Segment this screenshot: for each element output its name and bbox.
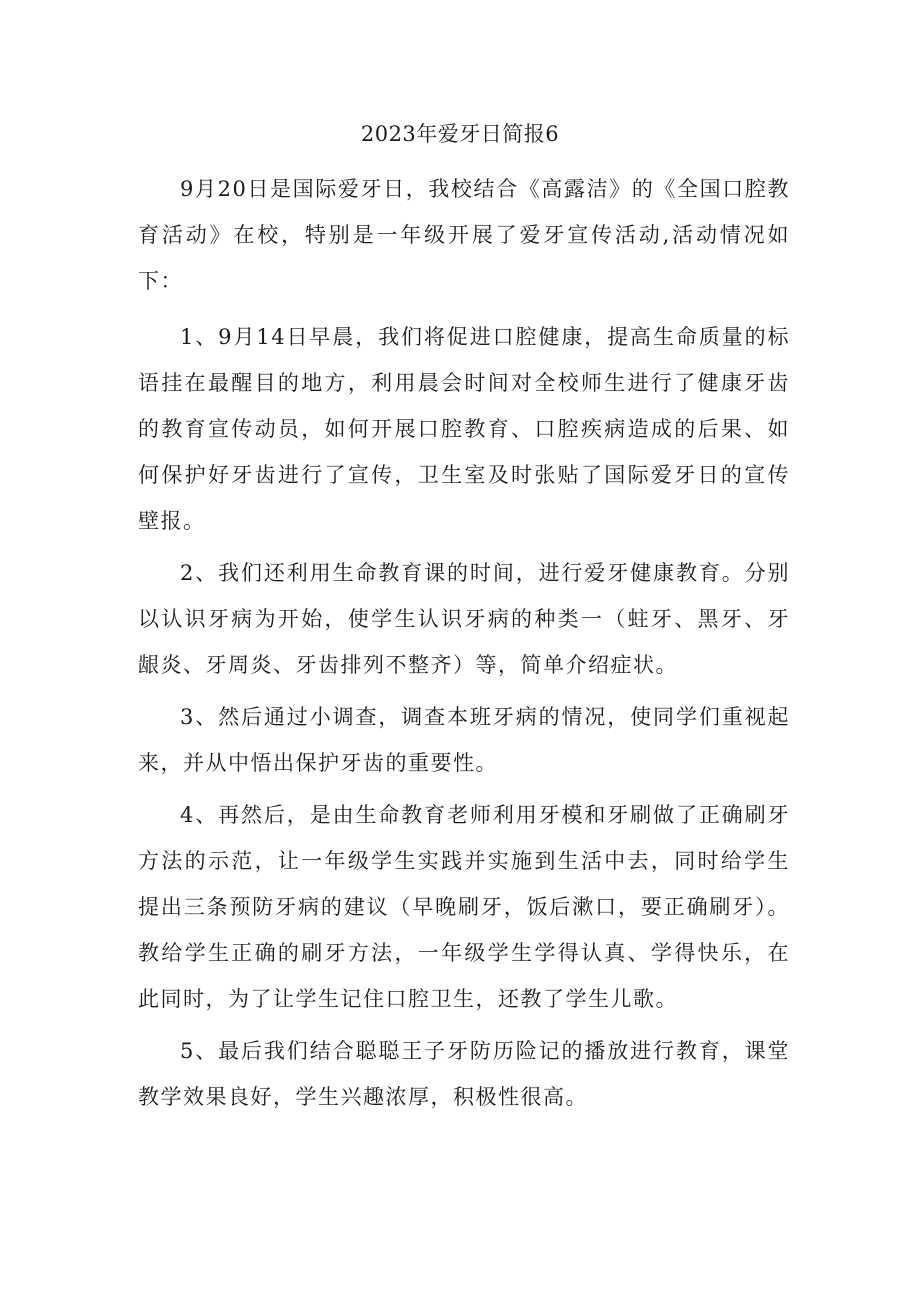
paragraph-item-4: 4、再然后，是由生命教育老师利用牙模和牙刷做了正确刷牙方法的示范，让一年级学生实践并实施到生活中去，同时给学生提出三条预防牙病的建议（早晚刷牙，饭后漱口，要正确刷牙）。教给学生正确的刷牙方法，一年级学生学得认真、学得快乐，在此同时，为了让学生记住口腔卫生，还教了学生儿歌。 bbox=[138, 803, 790, 1011]
paragraph-item-3: 3、然后通过小调查，调查本班牙病的情况，使同学们重视起来，并从中悟出保护牙齿的重要性。 bbox=[138, 705, 790, 775]
document-title: 2023年爱牙日简报6 bbox=[360, 122, 560, 146]
document-body bbox=[138, 166, 790, 1126]
paragraph-item-1: 1、9月14日早晨，我们将促进口腔健康，提高生命质量的标语挂在最醒目的地方，利用晨会时间对全校师生进行了健康牙齿的教育宣传动员，如何开展口腔教育、口腔疾病造成的后果、如何保护好牙齿进行了宣传，卫生室及时张贴了国际爱牙日的宣传壁报。 bbox=[138, 325, 790, 533]
paragraph-item-5: 5、最后我们结合聪聪王子牙防历险记的播放进行教育，课堂教学效果良好，学生兴趣浓厚，积极性很高。 bbox=[138, 1039, 790, 1109]
paragraph-intro: 9月20日是国际爱牙日，我校结合《高露洁》的《全国口腔教育活动》在校，特别是一年级开展了爱牙宣传活动,活动情况如下： bbox=[138, 177, 790, 293]
paragraph-item-2: 2、我们还利用生命教育课的时间，进行爱牙健康教育。分别以认识牙病为开始，使学生认识牙病的种类一（蛀牙、黑牙、牙龈炎、牙周炎、牙齿排列不整齐）等，简单介绍症状。 bbox=[138, 561, 790, 677]
